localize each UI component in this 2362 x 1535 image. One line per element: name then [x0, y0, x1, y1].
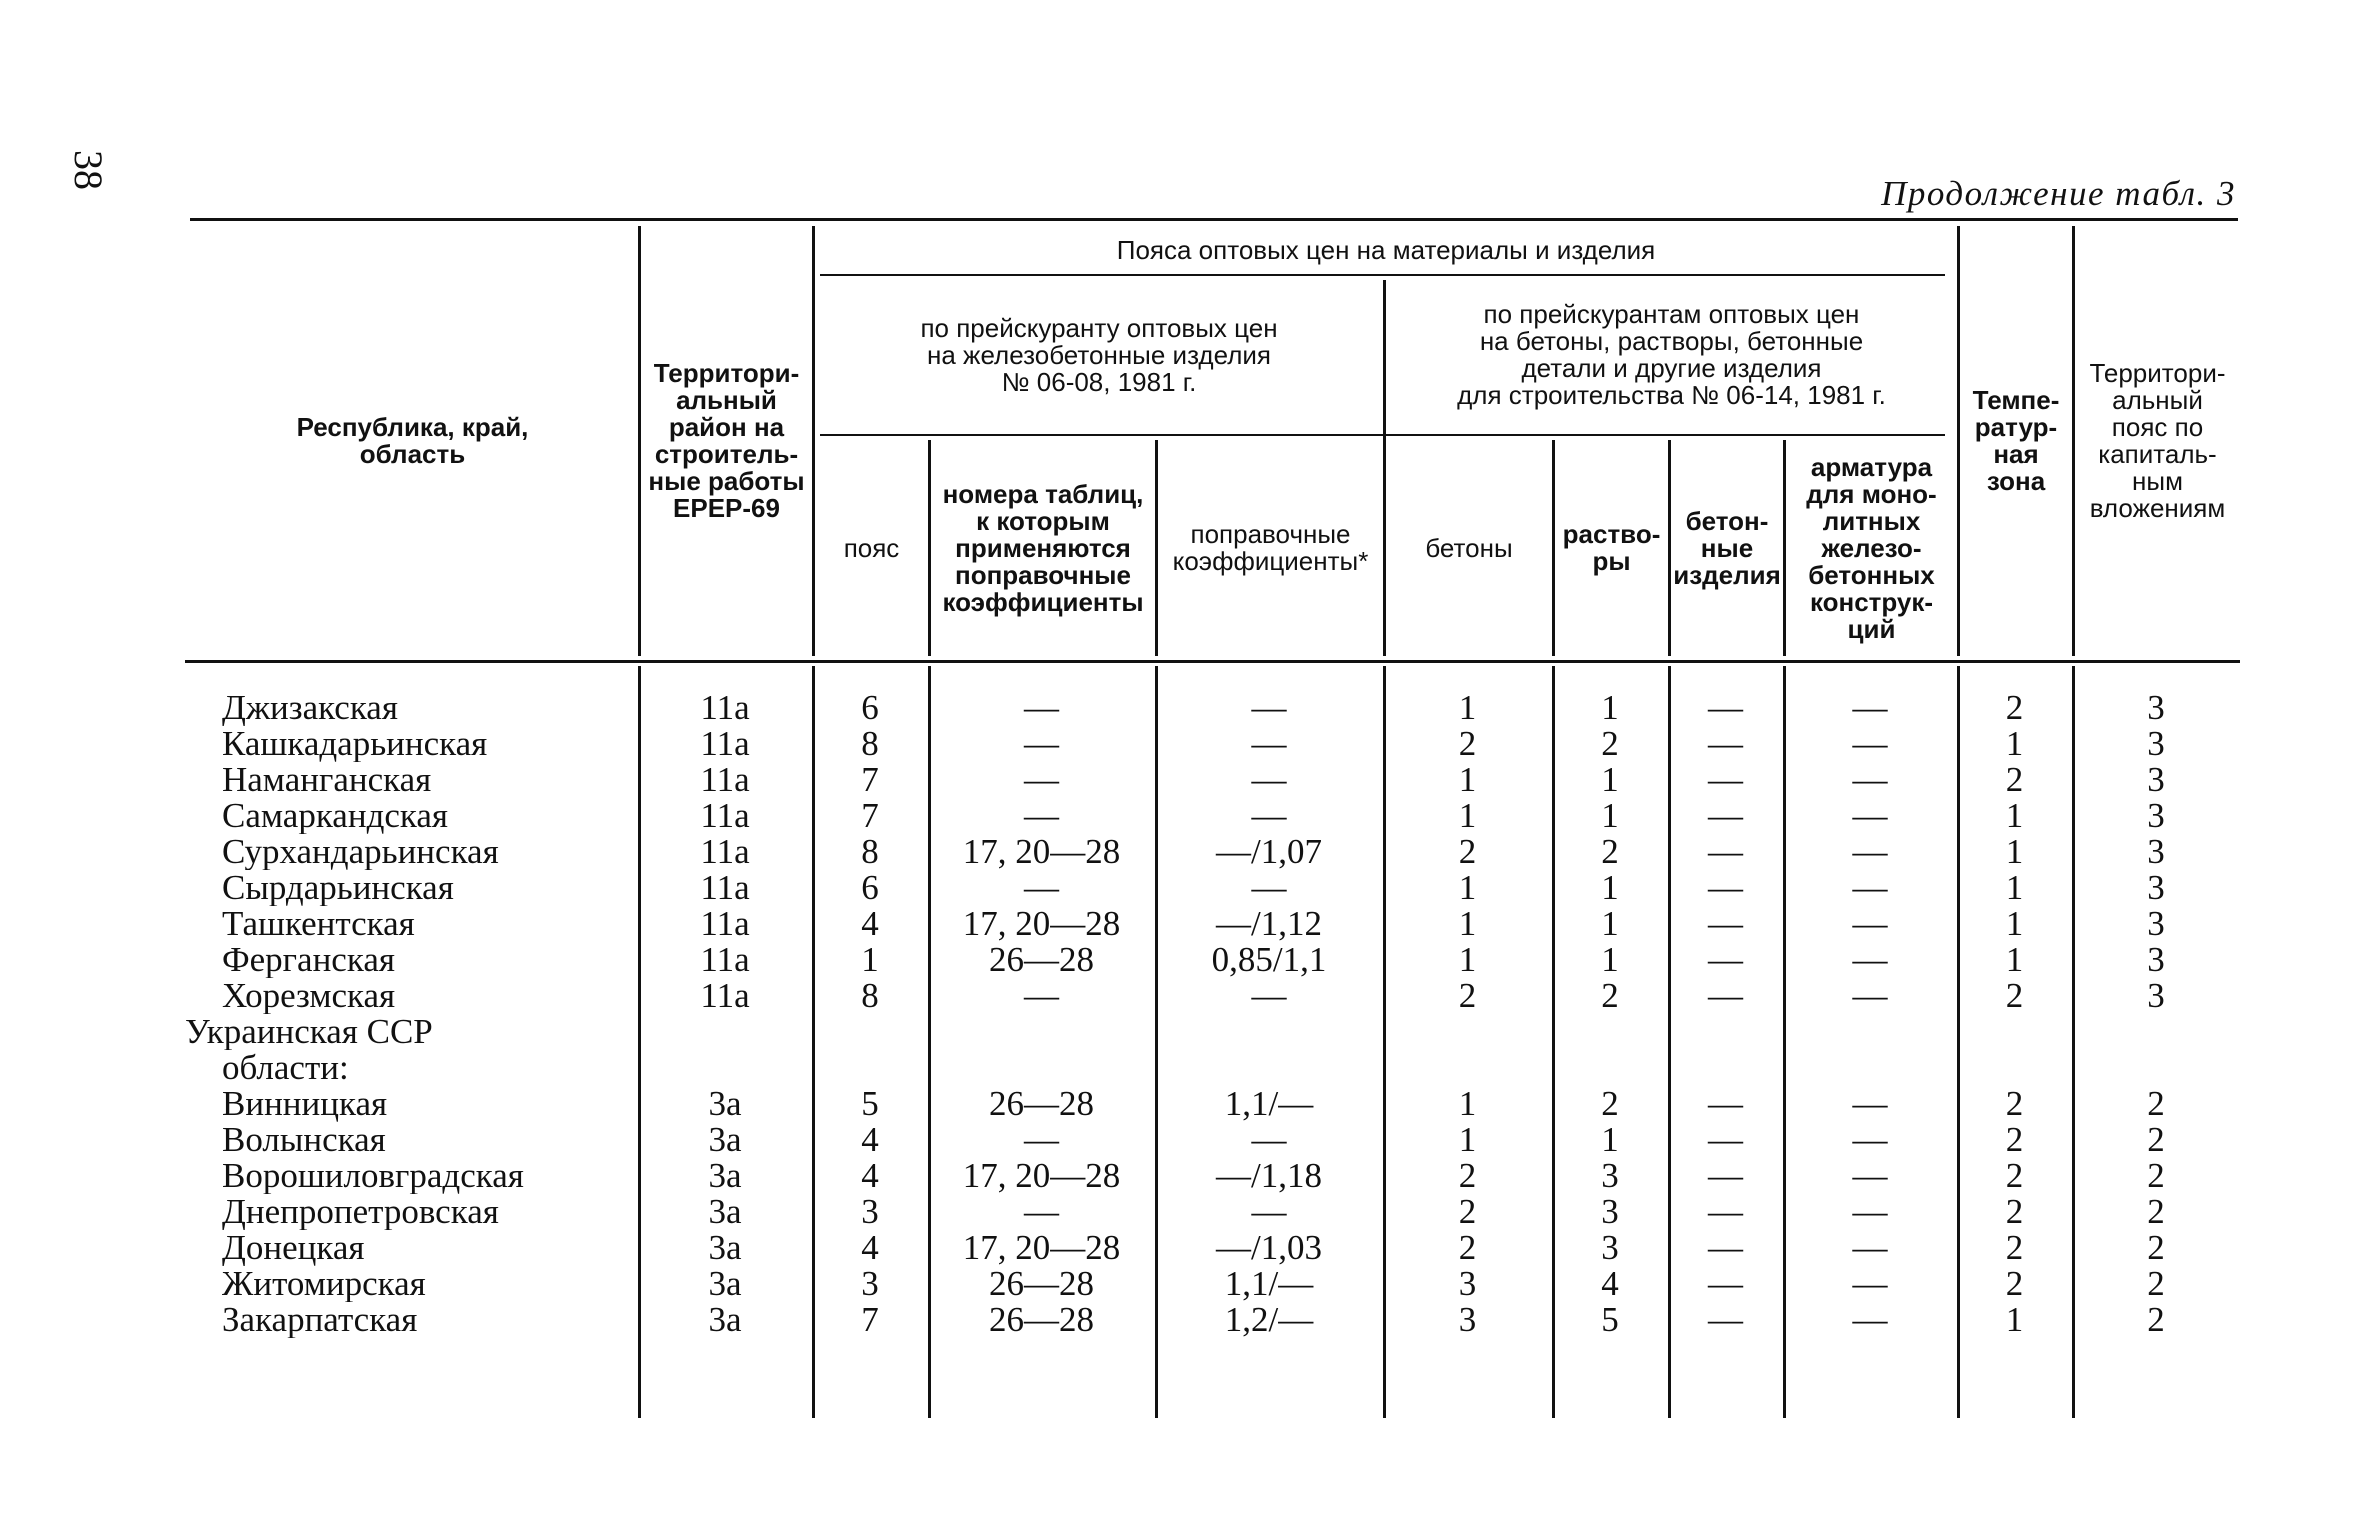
table-row [180, 1086, 2240, 1122]
region-cell: Джизакская [222, 690, 398, 726]
mortars-cell: 2 [1601, 1086, 1619, 1122]
mortars-cell: 2 [1601, 978, 1619, 1014]
region-cell: Днепропетровская [222, 1194, 499, 1230]
district-cell: 11а [700, 690, 750, 726]
district-cell: 11а [700, 870, 750, 906]
table-row [180, 762, 2240, 798]
header-concretes: бетоны [1425, 532, 1513, 563]
region-cell: Ворошиловградская [222, 1158, 524, 1194]
table-numbers-cell [928, 1014, 1155, 1050]
temperature-zone-cell: 1 [2005, 870, 2024, 906]
concretes-cell [1383, 1014, 1552, 1050]
capital-zone-cell: 2 [2147, 1194, 2165, 1230]
district-cell: 11а [700, 726, 750, 762]
concrete-products-cell: — [1708, 1302, 1743, 1338]
coefficient-cell: —/1,12 [1216, 906, 1322, 942]
mortars-cell: 1 [1601, 1122, 1619, 1158]
concretes-cell: 1 [1458, 690, 1477, 726]
reinforcement-cell: — [1852, 1086, 1888, 1122]
reinforcement-cell: — [1852, 690, 1888, 726]
coefficient-cell: —/1,18 [1216, 1158, 1322, 1194]
header-reinforcement: арматура для моно- литных железо- бетонных конструк- ций [1806, 451, 1937, 644]
district-cell: 11а [700, 762, 750, 798]
zone-cell: 5 [861, 1086, 879, 1122]
concrete-products-cell [1668, 1050, 1783, 1086]
zone-cell: 6 [861, 870, 879, 906]
concretes-cell: 1 [1458, 798, 1477, 834]
concretes-cell: 2 [1458, 726, 1477, 762]
table-numbers-cell: 17, 20—28 [962, 906, 1121, 942]
temperature-zone-cell: 2 [2005, 978, 2024, 1014]
temperature-zone-cell: 1 [2005, 1302, 2024, 1338]
concretes-cell: 3 [1458, 1302, 1477, 1338]
concrete-products-cell: — [1708, 1266, 1743, 1302]
header-region: Республика, край, область [296, 412, 529, 469]
capital-zone-cell: 3 [2147, 870, 2165, 906]
table-row [180, 906, 2240, 942]
table-row [180, 1050, 2240, 1086]
coefficient-cell: — [1251, 690, 1287, 726]
data-table [180, 690, 2240, 1338]
concrete-products-cell: — [1708, 870, 1743, 906]
table-row [180, 1230, 2240, 1266]
region-cell: Житомирская [222, 1266, 426, 1302]
table-row [180, 1014, 2240, 1050]
table-numbers-cell: 26—28 [989, 1266, 1094, 1302]
region-cell: Украинская ССР [185, 1014, 433, 1050]
page-number: 38 [66, 150, 111, 190]
table-continuation-title: Продолжение табл. 3 [1881, 174, 2236, 213]
district-cell: 3а [708, 1266, 742, 1302]
coefficient-cell: — [1251, 762, 1287, 798]
concretes-cell: 1 [1458, 762, 1477, 798]
table-numbers-cell: 17, 20—28 [962, 1158, 1121, 1194]
capital-zone-cell: 2 [2147, 1302, 2165, 1338]
temperature-zone-cell: 1 [2005, 726, 2024, 762]
concretes-cell: 1 [1458, 942, 1477, 978]
district-cell: 11а [700, 978, 750, 1014]
district-cell: 11а [700, 834, 750, 870]
mortars-cell: 2 [1601, 834, 1619, 870]
concrete-products-cell: — [1708, 1086, 1743, 1122]
zone-cell: 8 [861, 978, 879, 1014]
zone-cell: 4 [861, 1230, 879, 1266]
header-mortars: раство- ры [1562, 519, 1661, 576]
reinforcement-cell: — [1852, 762, 1888, 798]
mortars-cell: 3 [1601, 1230, 1619, 1266]
mortars-cell: 1 [1601, 906, 1619, 942]
table-numbers-cell: — [1024, 1122, 1059, 1158]
zone-cell [812, 1050, 928, 1086]
region-cell: Ташкентская [222, 906, 415, 942]
top-rule [190, 218, 2238, 221]
district-cell: 3а [708, 1158, 742, 1194]
header-concrete-products: бетон- ные изделия [1673, 505, 1781, 590]
mortars-cell: 2 [1601, 726, 1619, 762]
table-numbers-cell: — [1024, 978, 1059, 1014]
temperature-zone-cell [1957, 1050, 2072, 1086]
temperature-zone-cell: 2 [2005, 762, 2024, 798]
reinforcement-cell: — [1852, 1266, 1888, 1302]
concrete-products-cell: — [1708, 834, 1743, 870]
table-numbers-cell: — [1024, 1194, 1059, 1230]
zone-cell: 7 [861, 1302, 879, 1338]
coefficient-cell: — [1251, 1122, 1287, 1158]
table-row [180, 726, 2240, 762]
coefficient-cell: — [1251, 798, 1287, 834]
temperature-zone-cell: 1 [2005, 942, 2024, 978]
district-cell: 3а [708, 1194, 742, 1230]
mortars-cell: 1 [1601, 762, 1619, 798]
coefficient-cell: — [1251, 870, 1287, 906]
table-row [180, 870, 2240, 906]
table-row [180, 690, 2240, 726]
region-cell: Кашкадарьинская [222, 726, 488, 762]
concretes-cell: 2 [1458, 1194, 1477, 1230]
capital-zone-cell: 2 [2147, 1086, 2165, 1122]
concrete-products-cell: — [1708, 1194, 1743, 1230]
coefficient-cell: 1,1/— [1224, 1266, 1314, 1302]
region-cell: Хорезмская [222, 978, 396, 1014]
capital-zone-cell: 3 [2147, 726, 2165, 762]
table-body [180, 690, 2240, 1338]
capital-zone-cell: 3 [2147, 906, 2165, 942]
header-price-zones: Пояса оптовых цен на материалы и изделия [1116, 234, 1656, 265]
zone-cell: 7 [861, 762, 879, 798]
district-cell: 11а [700, 906, 750, 942]
temperature-zone-cell: 2 [2005, 1194, 2024, 1230]
zone-cell [812, 1014, 928, 1050]
district-cell: 3а [708, 1230, 742, 1266]
coefficient-cell: — [1251, 726, 1287, 762]
reinforcement-cell: — [1852, 870, 1888, 906]
concretes-cell [1383, 1050, 1552, 1086]
coefficient-cell: 1,1/— [1224, 1086, 1314, 1122]
capital-zone-cell: 2 [2147, 1266, 2165, 1302]
table-numbers-cell: — [1024, 798, 1059, 834]
region-cell: Винницкая [222, 1086, 388, 1122]
capital-zone-cell: 3 [2147, 978, 2165, 1014]
reinforcement-cell: — [1852, 1230, 1888, 1266]
concretes-cell: 1 [1458, 906, 1477, 942]
district-cell: 11а [700, 942, 750, 978]
district-cell: 3а [708, 1122, 742, 1158]
concretes-cell: 1 [1458, 1086, 1477, 1122]
zone-cell: 3 [861, 1266, 879, 1302]
district-cell: 3а [708, 1086, 742, 1122]
concretes-cell: 2 [1458, 1158, 1477, 1194]
zone-cell: 8 [861, 834, 879, 870]
table-numbers-cell [928, 1050, 1155, 1086]
table-row [180, 1302, 2240, 1338]
table-numbers-cell: 26—28 [989, 942, 1094, 978]
temperature-zone-cell: 2 [2005, 1230, 2024, 1266]
mortars-cell: 3 [1601, 1158, 1619, 1194]
reinforcement-cell [1783, 1014, 1957, 1050]
concretes-cell: 2 [1458, 1230, 1477, 1266]
header-territorial-district: Территори- альный район на строитель- ные работы ЕРЕР-69 [648, 358, 805, 523]
coefficient-cell [1155, 1050, 1383, 1086]
reinforcement-cell: — [1852, 798, 1888, 834]
table-row [180, 1266, 2240, 1302]
reinforcement-cell: — [1852, 1158, 1888, 1194]
mortars-cell: 4 [1601, 1266, 1619, 1302]
mortars-cell: 1 [1601, 690, 1619, 726]
district-cell [638, 1014, 812, 1050]
district-cell: 3а [708, 1302, 742, 1338]
coefficient-cell: 1,2/— [1224, 1302, 1314, 1338]
zone-cell: 3 [861, 1194, 879, 1230]
header-capital-investment-zone: Территори- альный пояс по капиталь- ным вложениям [2089, 358, 2226, 523]
concretes-cell: 2 [1458, 834, 1477, 870]
reinforcement-cell: — [1852, 942, 1888, 978]
district-cell: 11а [700, 798, 750, 834]
capital-zone-cell: 3 [2147, 690, 2165, 726]
table-numbers-cell: — [1024, 690, 1059, 726]
table-numbers-cell: — [1024, 870, 1059, 906]
zone-cell: 4 [861, 1158, 879, 1194]
concrete-products-cell [1668, 1014, 1783, 1050]
concrete-products-cell: — [1708, 726, 1743, 762]
mortars-cell: 1 [1601, 798, 1619, 834]
concrete-products-cell: — [1708, 1158, 1743, 1194]
header-rule-price-zones [820, 274, 1945, 276]
temperature-zone-cell: 2 [2005, 1086, 2024, 1122]
region-cell: Ферганская [222, 942, 395, 978]
coefficient-cell: — [1251, 978, 1287, 1014]
region-cell: Наманганская [222, 762, 432, 798]
reinforcement-cell: — [1852, 726, 1888, 762]
region-cell: области: [222, 1050, 349, 1086]
mortars-cell: 3 [1601, 1194, 1619, 1230]
capital-zone-cell: 2 [2147, 1158, 2165, 1194]
region-cell: Волынская [222, 1122, 386, 1158]
zone-cell: 4 [861, 1122, 879, 1158]
region-cell: Донецкая [222, 1230, 365, 1266]
concrete-products-cell: — [1708, 1122, 1743, 1158]
capital-zone-cell: 3 [2147, 834, 2165, 870]
temperature-zone-cell: 2 [2005, 1266, 2024, 1302]
zone-cell: 1 [861, 942, 879, 978]
header-temperature-zone: Темпе- ратур- ная зона [1972, 385, 2060, 496]
reinforcement-cell: — [1852, 834, 1888, 870]
header-zone: пояс [843, 532, 900, 563]
zone-cell: 6 [861, 690, 879, 726]
mortars-cell: 1 [1601, 870, 1619, 906]
temperature-zone-cell: 2 [2005, 1122, 2024, 1158]
temperature-zone-cell [1957, 1014, 2072, 1050]
coefficient-cell: —/1,07 [1216, 834, 1322, 870]
table-numbers-cell: 17, 20—28 [962, 1230, 1121, 1266]
concrete-products-cell: — [1708, 1230, 1743, 1266]
reinforcement-cell: — [1852, 1302, 1888, 1338]
concretes-cell: 1 [1458, 870, 1477, 906]
concrete-products-cell: — [1708, 978, 1743, 1014]
mortars-cell [1552, 1050, 1668, 1086]
region-cell: Самаркандская [222, 798, 449, 834]
temperature-zone-cell: 1 [2005, 834, 2024, 870]
temperature-zone-cell: 1 [2005, 798, 2024, 834]
zone-cell: 8 [861, 726, 879, 762]
capital-zone-cell [2072, 1050, 2240, 1086]
region-cell: Сырдарьинская [222, 870, 454, 906]
concrete-products-cell: — [1708, 798, 1743, 834]
temperature-zone-cell: 2 [2005, 690, 2024, 726]
concretes-cell: 1 [1458, 1122, 1477, 1158]
coefficient-cell: 0,85/1,1 [1211, 942, 1327, 978]
mortars-cell: 5 [1601, 1302, 1619, 1338]
zone-cell: 4 [861, 906, 879, 942]
concrete-products-cell: — [1708, 906, 1743, 942]
region-cell: Закарпатская [222, 1302, 418, 1338]
mortars-cell [1552, 1014, 1668, 1050]
header-price-list-06-08: по прейскуранту оптовых цен на железобетонные изделия № 06-08, 1981 г. [920, 312, 1278, 397]
capital-zone-cell: 2 [2147, 1122, 2165, 1158]
header-bottom-rule [185, 660, 2240, 663]
table-numbers-cell: 17, 20—28 [962, 834, 1121, 870]
table-numbers-cell: 26—28 [989, 1086, 1094, 1122]
table-row [180, 1158, 2240, 1194]
reinforcement-cell: — [1852, 906, 1888, 942]
header-correction-coefficients: поправочные коэффициенты* [1172, 519, 1369, 576]
table-row [180, 942, 2240, 978]
reinforcement-cell: — [1852, 1194, 1888, 1230]
table-row [180, 1122, 2240, 1158]
reinforcement-cell: — [1852, 1122, 1888, 1158]
reinforcement-cell [1783, 1050, 1957, 1086]
mortars-cell: 1 [1601, 942, 1619, 978]
capital-zone-cell: 3 [2147, 762, 2165, 798]
concretes-cell: 3 [1458, 1266, 1477, 1302]
temperature-zone-cell: 1 [2005, 906, 2024, 942]
concretes-cell: 2 [1458, 978, 1477, 1014]
reinforcement-cell: — [1852, 978, 1888, 1014]
table-row [180, 1194, 2240, 1230]
capital-zone-cell: 3 [2147, 798, 2165, 834]
concrete-products-cell: — [1708, 690, 1743, 726]
capital-zone-cell: 2 [2147, 1230, 2165, 1266]
table-row [180, 798, 2240, 834]
coefficient-cell: —/1,03 [1216, 1230, 1322, 1266]
table-row [180, 978, 2240, 1014]
capital-zone-cell: 3 [2147, 942, 2165, 978]
coefficient-cell: — [1251, 1194, 1287, 1230]
table-numbers-cell: — [1024, 726, 1059, 762]
district-cell [638, 1050, 812, 1086]
region-cell: Сурхандарьинская [222, 834, 499, 870]
concrete-products-cell: — [1708, 942, 1743, 978]
header-price-list-06-14: по прейскурантам оптовых цен на бетоны, растворы, бетонные детали и другие изделия для строительства № 06-14, 1981 г. [1457, 299, 1886, 410]
table-row [180, 834, 2240, 870]
temperature-zone-cell: 2 [2005, 1158, 2024, 1194]
header-table-numbers: номера таблиц, к которым применяются поправочные коэффициенты [942, 478, 1144, 617]
capital-zone-cell [2072, 1014, 2240, 1050]
zone-cell: 7 [861, 798, 879, 834]
coefficient-cell [1155, 1014, 1383, 1050]
concrete-products-cell: — [1708, 762, 1743, 798]
table-numbers-cell: — [1024, 762, 1059, 798]
table-numbers-cell: 26—28 [989, 1302, 1094, 1338]
